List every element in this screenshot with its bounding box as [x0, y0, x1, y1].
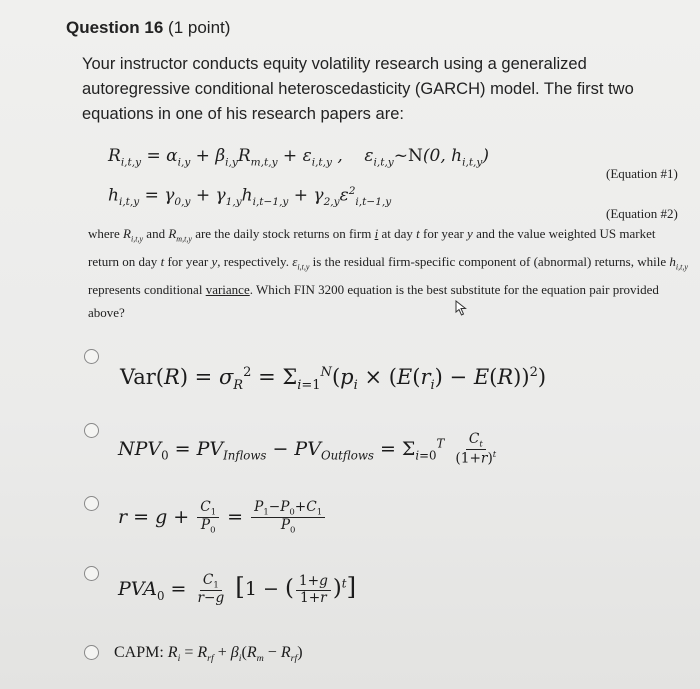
- option-4-formula: $PVA_0$ = $\frac{C_1}{r-g}$ [1 − ( $\frac{1+g}{1+r}$ )$^t$]: [118, 571, 357, 607]
- option-5-label: CAPM:: [114, 644, 164, 661]
- equation-1-label: (Equation #1): [606, 166, 678, 181]
- option-3[interactable]: [84, 496, 99, 511]
- option-1-radio[interactable]: [84, 349, 99, 364]
- option-3-radio[interactable]: [84, 496, 99, 511]
- option-2[interactable]: [84, 423, 99, 438]
- question-intro: Your instructor conducts equity volatility research using a generalized autoregressive conditional heteroscedasticity (GARCH) model. The first two equations in one of his research papers are:: [82, 55, 634, 123]
- question-body: where $R_{i,t,y}$ and $R_{m,t,y}$ are the daily stock returns on firm i at day t for year y and the value weighted US market return on day t for year y, respectively. $\varepsilon_{i,t,y}$ is the residual firm-specific component of (abnormal) returns, while $h_{i,t,y}$ represents conditional variance. Which FIN 3200 equation is the best substitute for the equation pair provided above?: [88, 226, 688, 320]
- equation-1: $R_{i,t,y} = \alpha_{i,y} + \beta_{i,y}R_{m,t,y} + \varepsilon_{i,t,y}$ , $\varepsilon_{i,t,y}\sim N(0$, $h_{i,t,y}$): [108, 146, 489, 169]
- equation-2: $h_{i,t,y} = \gamma_{0,y} + \gamma_{1,y}h_{i,t-1,y} + \gamma_{2,y}\varepsilon^2_{i,t-1,y}$: [108, 185, 392, 209]
- option-4[interactable]: [84, 566, 99, 581]
- option-5-radio[interactable]: [84, 645, 99, 660]
- option-2-formula: $NPV_0 = PV_{Inflows} - PV_{Outflows} = \Sigma_{i=0}^T$ $\frac{C_t}{(1+r)^t}$: [118, 431, 497, 468]
- question-number: Question 16: [66, 18, 164, 37]
- option-1-formula: $Var(R) = \sigma_R^2 = \Sigma_{i=1}^N(p_i \times (E(r_i) - E(R))^2)$: [120, 365, 547, 394]
- option-2-radio[interactable]: [84, 423, 99, 438]
- option-4-radio[interactable]: [84, 566, 99, 581]
- equation-2-label: (Equation #2): [606, 206, 678, 221]
- option-3-formula: r = g + $\frac{C_1}{P_0}$ = $\frac{P_1-P_0+C_1}{P_0}$: [118, 500, 327, 536]
- question-title: [66, 18, 230, 38]
- mouse-cursor-icon: [455, 300, 469, 316]
- option-5[interactable]: [84, 645, 99, 660]
- option-1[interactable]: [84, 349, 99, 364]
- question-points: (1 point): [168, 18, 231, 37]
- option-5-formula: CAPM: $R_i = R_{rf} + \beta_i(R_m - R_{rf})$: [114, 644, 303, 665]
